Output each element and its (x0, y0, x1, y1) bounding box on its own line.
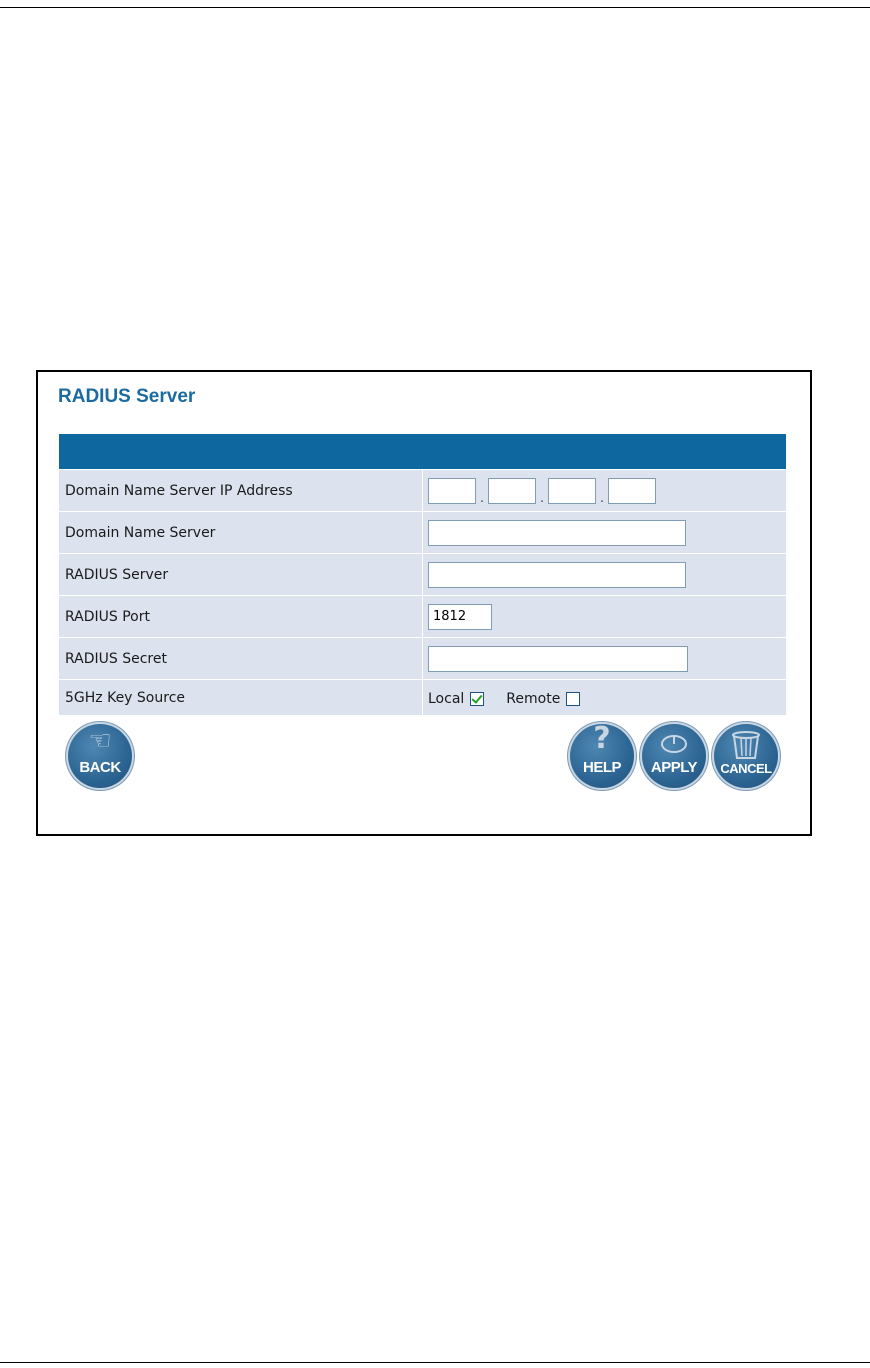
page-title: RADIUS Server (58, 386, 196, 407)
cancel-button-label: CANCEL (720, 761, 772, 776)
back-button-label: BACK (79, 759, 121, 776)
cancel-button[interactable] (714, 724, 778, 788)
radius-server-panel (36, 370, 812, 836)
page-bottom-rule (0, 1362, 870, 1363)
row-key-source (59, 680, 786, 716)
mouse-icon (642, 732, 706, 757)
local-checkbox[interactable] (470, 692, 484, 706)
dns-ip-octet-4[interactable] (608, 478, 656, 504)
radius-secret-input[interactable] (428, 646, 688, 672)
help-button[interactable] (570, 724, 634, 788)
table-header-bar (59, 434, 786, 470)
dns-ip-group (423, 470, 787, 512)
pointing-hand-icon: ☜ (88, 726, 112, 756)
radius-port-input[interactable] (428, 604, 492, 630)
trash-can-icon (714, 730, 778, 763)
ip-separator: . (600, 490, 604, 505)
ip-separator: . (540, 490, 544, 505)
apply-button-label: APPLY (650, 759, 698, 776)
row-radius-secret (59, 638, 786, 680)
help-button-label: HELP (582, 759, 621, 776)
dns-ip-octet-2[interactable] (488, 478, 536, 504)
radius-port-label: RADIUS Port (59, 596, 423, 638)
row-dns-name (59, 512, 786, 554)
row-dns-ip (59, 470, 786, 512)
dns-ip-label: Domain Name Server IP Address (59, 470, 423, 512)
remote-option-label: Remote (506, 691, 561, 707)
apply-button[interactable] (642, 724, 706, 788)
remote-checkbox[interactable] (566, 692, 580, 706)
dns-ip-octet-3[interactable] (548, 478, 596, 504)
dns-name-label: Domain Name Server (59, 512, 423, 554)
local-option-label: Local (428, 691, 465, 707)
page-top-rule (0, 7, 870, 8)
radius-server-input[interactable] (428, 562, 686, 588)
ip-separator: . (480, 490, 484, 505)
key-source-label: 5GHz Key Source (59, 680, 423, 716)
radius-server-label: RADIUS Server (59, 554, 423, 596)
row-radius-server (59, 554, 786, 596)
question-mark-icon: ? (593, 724, 611, 756)
back-button[interactable] (68, 724, 132, 788)
row-radius-port (59, 596, 786, 638)
radius-secret-label: RADIUS Secret (59, 638, 423, 680)
key-source-options (428, 691, 580, 707)
dns-ip-octet-1[interactable] (428, 478, 476, 504)
settings-table (59, 434, 786, 715)
dns-name-input[interactable] (428, 520, 686, 546)
